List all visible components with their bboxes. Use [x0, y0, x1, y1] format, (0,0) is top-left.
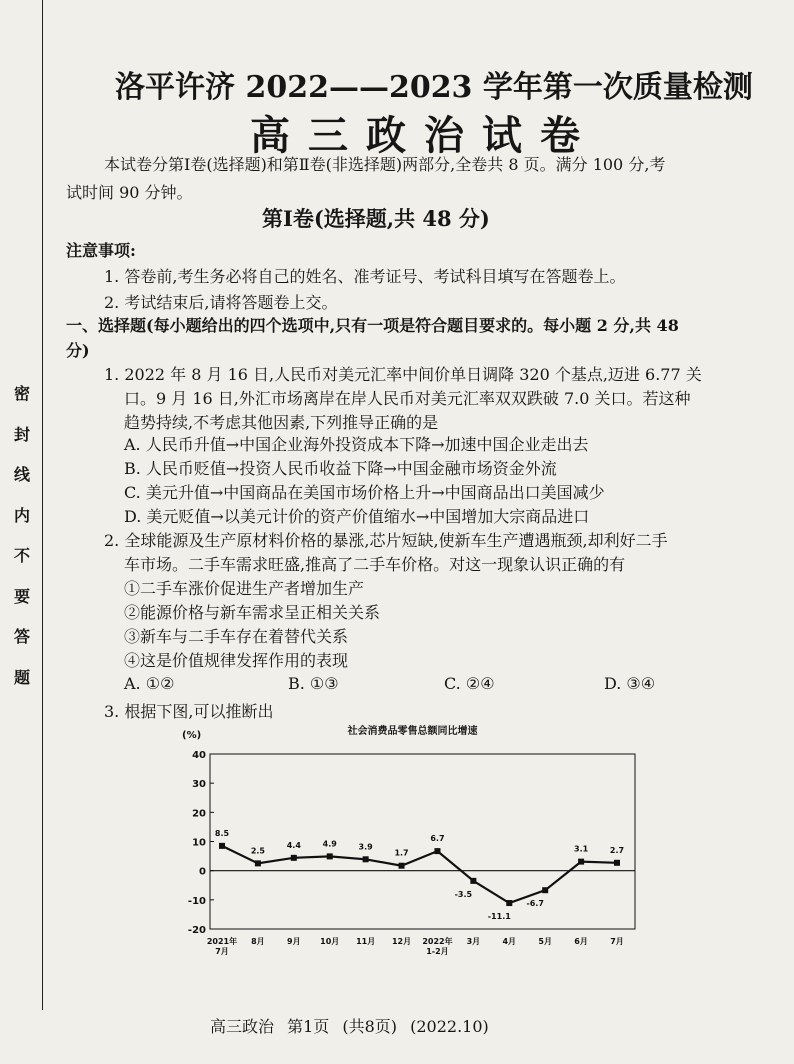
- x-tick-label: [422, 936, 452, 956]
- y-tick-label: 30: [192, 779, 206, 791]
- x-tick-label-line: 6月: [574, 937, 588, 946]
- x-tick-label-line: 7月: [610, 937, 624, 946]
- y-tick-label: -10: [187, 895, 206, 907]
- y-tick-label: 40: [192, 750, 206, 761]
- x-tick-label-line: 2021年: [206, 937, 238, 946]
- data-label: 1.7: [394, 848, 409, 858]
- x-tick-label-line: 9月: [287, 937, 301, 946]
- data-label: 2.7: [609, 845, 625, 855]
- data-point: [614, 860, 620, 866]
- retail-sales-growth-chart: [180, 722, 640, 967]
- y-tick-label: 10: [192, 837, 206, 849]
- page-footer: 高三政治 第1页 (共8页) (2022.10): [210, 1017, 489, 1036]
- question-2-statement: ②能源价格与新车需求呈正相关关系: [124, 603, 381, 622]
- seal-char: 不: [11, 547, 31, 564]
- x-tick-label: [502, 937, 516, 946]
- x-tick-label: [467, 937, 481, 946]
- seal-char: 内: [11, 506, 31, 523]
- question-1-option-d: D. 美元贬值→以美元计价的资产价值缩水→中国增加大宗商品进口: [124, 507, 590, 526]
- part-heading: 一、选择题(每小题给出的四个选项中,只有一项是符合题目要求的。每小题 2 分,共 48: [66, 316, 679, 335]
- question-2-stem: 2. 全球能源及生产原材料价格的暴涨,芯片短缺,使新车生产遭遇瓶颈,却利好二手: [104, 531, 668, 550]
- data-point: [578, 859, 584, 865]
- data-label: -11.1: [487, 912, 511, 922]
- exam-subject-title: 高三政治试卷: [250, 112, 598, 159]
- question-2-statement: ④这是价值规律发挥作用的表现: [124, 651, 349, 670]
- question-3-stem: 3. 根据下图,可以推断出: [104, 702, 274, 721]
- x-tick-label-line: 11月: [356, 937, 376, 946]
- question-1-stem: 口。9 月 16 日,外汇市场离岸在岸人民币对美元汇率双双跌破 7.0 关口。若这种: [124, 389, 691, 408]
- x-tick-label-line: 8月: [251, 937, 265, 946]
- notes-heading: 注意事项:: [66, 241, 136, 260]
- x-tick-label-line: 5月: [538, 937, 552, 946]
- data-label: 3.1: [574, 844, 589, 854]
- x-tick-label: [320, 937, 339, 946]
- x-tick-label-line: 1-2月: [426, 947, 449, 956]
- data-point: [399, 863, 405, 869]
- x-tick-label: [356, 937, 375, 946]
- question-2-stem: 车市场。二手车需求旺盛,推高了二手车价格。对这一现象认识正确的有: [124, 555, 626, 574]
- data-label: 4.4: [286, 840, 301, 850]
- x-tick-label-line: 7月: [215, 947, 229, 956]
- question-2-statement: ③新车与二手车存在着替代关系: [124, 627, 349, 646]
- y-tick-label: 20: [192, 808, 206, 820]
- series-line: [222, 846, 617, 903]
- x-tick-label: [287, 937, 301, 946]
- exam-title: 洛平许济 2022——2023 学年第一次质量检测: [115, 70, 753, 105]
- notes-item: 1. 答卷前,考生务必将自己的姓名、准考证号、考试科目填写在答题卷上。: [104, 267, 626, 286]
- seal-char: 答: [11, 628, 31, 645]
- data-point: [291, 855, 297, 861]
- question-2-choice-a: A. ①②: [124, 674, 175, 693]
- seal-char: 密: [11, 385, 31, 401]
- data-point: [255, 860, 261, 866]
- question-1-option-b: B. 人民币贬值→投资人民币收益下降→中国金融市场资金外流: [124, 459, 557, 478]
- data-label: 8.5: [214, 828, 230, 838]
- part-heading-cont: 分): [66, 341, 90, 360]
- data-label: 3.9: [358, 842, 373, 852]
- seal-char: 封: [11, 425, 31, 442]
- x-tick-label-line: 2022年: [422, 937, 453, 946]
- y-tick-label: -20: [187, 925, 206, 936]
- x-tick-label-line: 12月: [391, 937, 412, 946]
- question-2-statement: ①二手车涨价促进生产者增加生产: [124, 579, 365, 598]
- section-title: 第Ⅰ卷(选择题,共 48 分): [262, 206, 490, 231]
- question-1-stem: 1. 2022 年 8 月 16 日,人民币对美元汇率中间价单日调降 320 个基点,迈进 6.77 关: [104, 365, 702, 384]
- y-tick-label: 0: [199, 866, 206, 878]
- question-2-choice-b: B. ①③: [288, 674, 339, 693]
- notes-item: 2. 考试结束后,请将答题卷上交。: [104, 293, 338, 312]
- seal-char: 题: [11, 668, 31, 685]
- intro-line-1: 本试卷分第Ⅰ卷(选择题)和第Ⅱ卷(非选择题)两部分,全卷共 8 页。满分 100 分,考: [104, 155, 666, 174]
- data-label: -3.5: [454, 889, 473, 899]
- data-point: [506, 900, 512, 906]
- data-label: 6.7: [430, 834, 445, 844]
- data-point: [470, 878, 476, 884]
- y-axis-label: (%): [182, 730, 202, 741]
- x-tick-label: [207, 936, 237, 956]
- data-point: [542, 887, 548, 893]
- data-point: [363, 856, 369, 862]
- chart-title: 社会消费品零售总额同比增速: [347, 726, 478, 737]
- seal-char: 线: [11, 466, 31, 483]
- x-tick-label: [538, 937, 552, 946]
- data-point: [327, 853, 333, 859]
- intro-line-2: 试时间 90 分钟。: [66, 183, 193, 202]
- x-tick-label: [251, 937, 265, 946]
- question-1-option-c: C. 美元升值→中国商品在美国市场价格上升→中国商品出口美国减少: [124, 483, 605, 502]
- question-1-option-a: A. 人民币升值→中国企业海外投资成本下降→加速中国企业走出去: [124, 435, 589, 454]
- x-tick-label-line: 3月: [466, 937, 481, 946]
- data-point: [434, 848, 440, 854]
- plot-frame: [210, 754, 635, 929]
- x-tick-label: [392, 937, 411, 946]
- data-label: -6.7: [526, 899, 544, 909]
- x-tick-label-line: 10月: [320, 937, 340, 946]
- seal-line-text: [6, 385, 36, 685]
- question-1-stem: 趋势持续,不考虑其他因素,下列推导正确的是: [124, 413, 439, 432]
- x-tick-label: [610, 937, 624, 946]
- question-2-choice-d: D. ③④: [604, 674, 656, 693]
- data-label: 4.9: [322, 839, 337, 849]
- question-2-choice-c: C. ②④: [444, 674, 495, 693]
- binding-line: [42, 0, 43, 1010]
- seal-char: 要: [11, 587, 31, 604]
- x-tick-label-line: 4月: [502, 937, 517, 946]
- data-label: 2.5: [250, 846, 265, 856]
- data-point: [219, 843, 225, 849]
- x-tick-label: [574, 937, 588, 946]
